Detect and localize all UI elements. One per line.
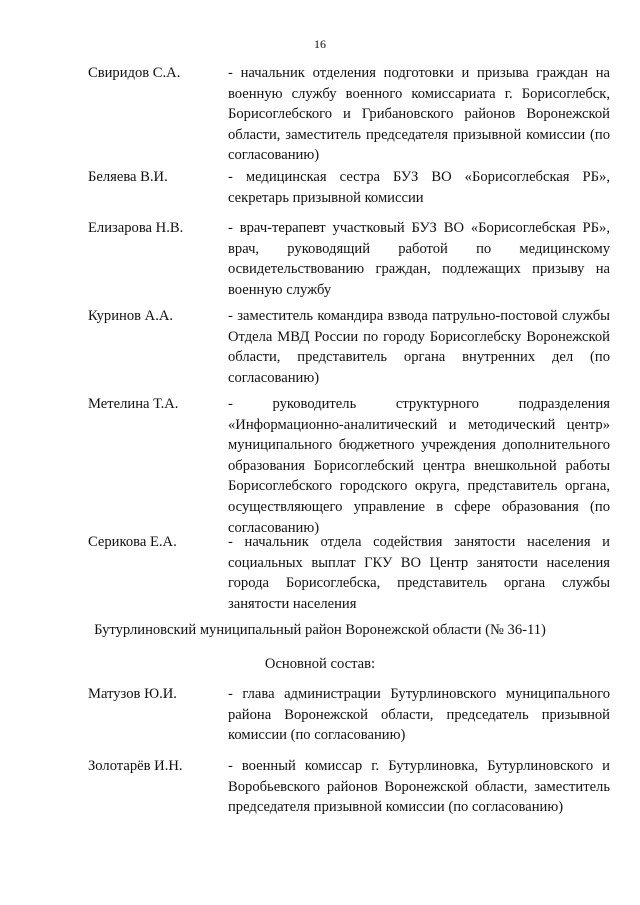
subsection-heading: Основной состав: — [264, 656, 376, 672]
member-description: - медицинская сестра БУЗ ВО «Борисоглебская РБ», секретарь призывной комиссии — [228, 169, 610, 206]
member-description: - глава администрации Бутурлиновского муниципального района Воронежской области, председатель призывной комиссии (по согласованию) — [228, 686, 610, 744]
member-name: Матузов Ю.И. — [88, 686, 177, 702]
member-entry — [88, 756, 610, 818]
member-description: - заместитель командира взвода патрульно-постовой службы Отдела МВД России по городу Борисоглебску Воронежской области, представитель органа внутренних дел (по согласованию) — [228, 308, 610, 386]
member-description: - начальник отдела содействия занятости населения и социальных выплат ГКУ ВО Центр занятости населения города Борисоглебска, представитель органа службы занятости населения — [228, 534, 610, 612]
member-name: Золотарёв И.Н. — [88, 758, 183, 774]
member-entry — [88, 167, 610, 208]
member-entry — [88, 306, 610, 388]
member-name: Елизарова Н.В. — [88, 220, 184, 236]
member-description: - начальник отделения подготовки и призыва граждан на военную службу военного комиссариата г. Борисоглебск, Борисоглебского и Грибановского районов Воронежской области, заместитель председателя призывной комиссии (по согласованию) — [228, 65, 610, 164]
section-heading: Бутурлиновский муниципальный район Воронежской области (№ 36-11) — [94, 622, 546, 638]
member-entry — [88, 684, 610, 746]
member-entry — [88, 394, 610, 538]
member-name: Свиридов С.А. — [88, 65, 181, 81]
member-entry — [88, 63, 610, 166]
member-name: Метелина Т.А. — [88, 396, 179, 412]
member-description: - врач-терапевт участковый БУЗ ВО «Борисоглебская РБ», врач, руководящий работой по медицинскому освидетельствованию граждан, подлежащих призыву на военную службу — [228, 220, 610, 298]
member-entry — [88, 218, 610, 300]
member-name: Беляева В.И. — [88, 169, 168, 185]
page-number: 16 — [314, 37, 326, 51]
member-description: - военный комиссар г. Бутурлиновка, Бутурлиновского и Воробьевского районов Воронежской области, заместитель председателя призывной комиссии (по согласованию) — [228, 758, 610, 816]
member-description: - руководитель структурного подразделения «Информационно-аналитический и методический центр» муниципального бюджетного учреждения дополнительного образования Борисоглебский центра внешкольной работы Борисоглебского городского округа, представитель органа, осуществляющего управление в сфере образования (по согласованию) — [228, 396, 610, 536]
member-entry — [88, 532, 610, 614]
member-name: Куринов А.А. — [88, 308, 174, 324]
member-name: Серикова Е.А. — [88, 534, 177, 550]
